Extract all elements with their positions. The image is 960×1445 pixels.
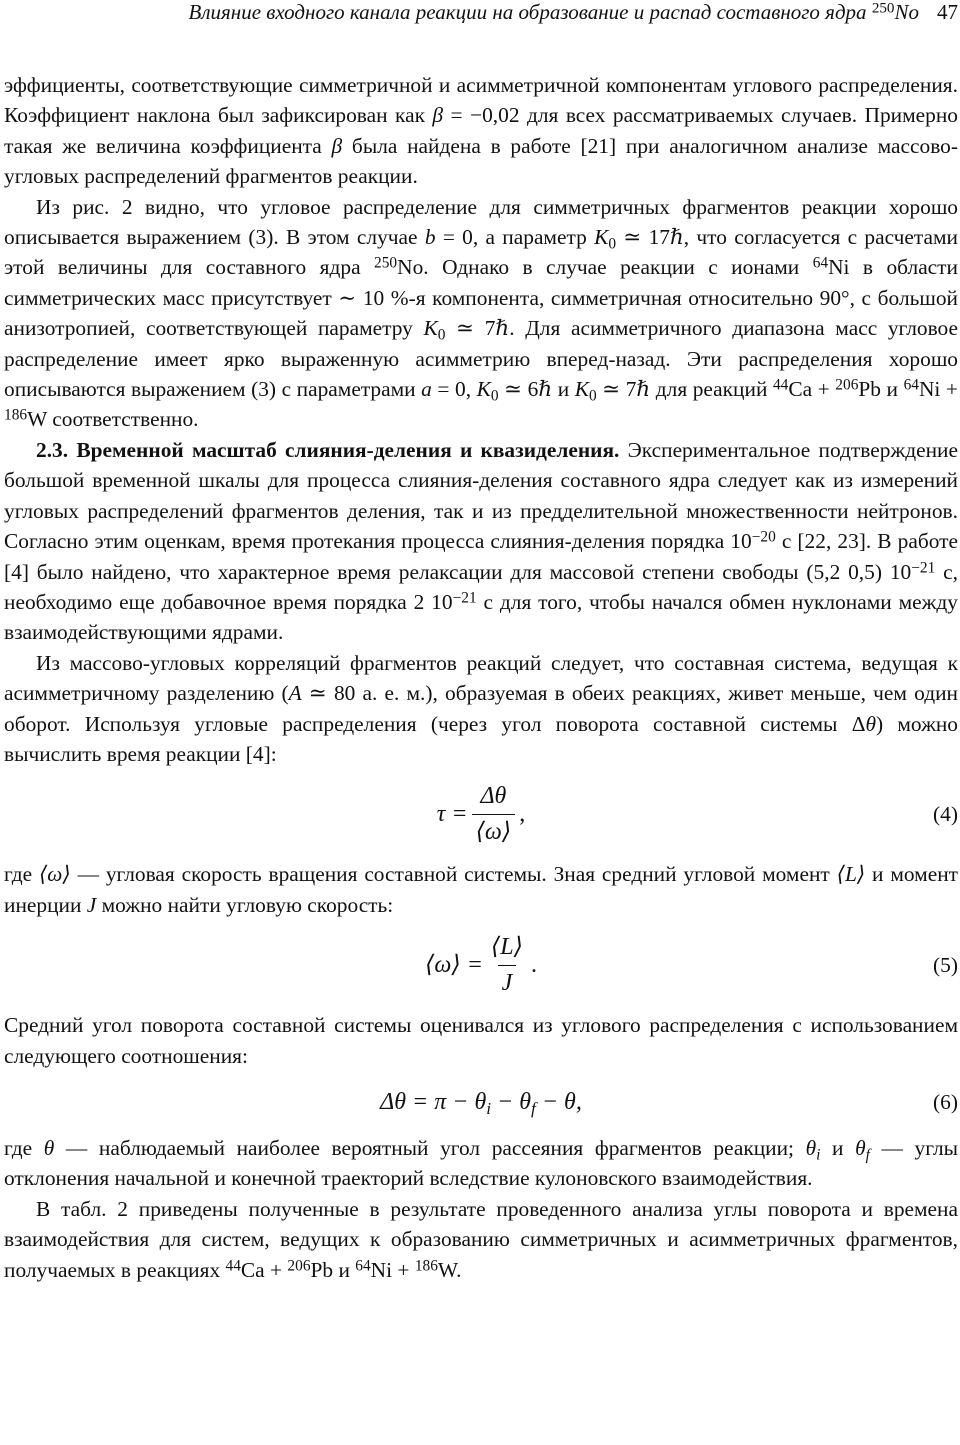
equation-5-label: (5) — [933, 952, 958, 977]
nucleus-mass: 250 — [871, 0, 895, 17]
equation-6: $\Delta\theta = \pi - \theta_i - \theta_f - \theta$, (6) — [380, 1088, 958, 1118]
paragraph-angular-distribution: Из рис. 2 видно, что угловое распределение для симметричных фрагментов реакции хорошо описывается выражением (3). В этом случае b = 0, а параметр $K_0$ ≃ 17ℏ, что согласуется с расчетами этой величины для составного ядра $^{250}$No. Однако в случае реакции с ионами $^{64}$Ni в области симметрических масс присутствует ∼ 10 %-я компонента, симметричная относительно 90°, с большой анизотропией, соответствующей параметру $K_0$ ≃ 7ℏ. Для асимметричного диапазона масс угловое распределение имеет ярко выраженную асимметрию вперед-назад. Эти распределения хорошо описываются выражением (3) с параметрами a = 0, $K_0$ ≃ 6ℏ и $K_0$ ≃ 7ℏ для реакций $^{44}$Ca + $^{206}$Pb и $^{64}$Ni + $^{186}$W соответственно. — [4, 194, 958, 432]
paragraph-angular-velocity: где ⟨ω⟩ — угловая скорость вращения составной системы. Зная средний угловой момент ⟨L⟩ и момент инерции J можно найти угловую скорость: — [4, 862, 959, 917]
paragraph-scattering-angle: где θ — наблюдаемый наиболее вероятный угол рассеяния фрагментов реакции; $\theta_i$ и $\theta_f$ — углы отклонения начальной и конечной траекторий вследствие кулоновского взаимодействия. — [4, 1135, 958, 1191]
page-number: 47 — [937, 0, 958, 24]
equation-6-label: (6) — [933, 1089, 958, 1114]
equation-4: τ = $\frac{\Delta\theta}{⟨\omega⟩}$ , (4) — [4, 769, 958, 859]
running-title: Влияние входного канала реакции на образование и распад составного ядра $^{250}$No — [188, 0, 919, 24]
running-header — [4, 0, 958, 32]
page — [4, 0, 958, 1285]
equation-4-label: (4) — [933, 802, 958, 827]
body-text — [4, 70, 958, 1285]
section-time-scale: 2.3. Временной масштаб слияния-деления и квазиделения. Экспериментальное подтверждение большой временной шкалы для процесса слияния-деления составного ядра следует как из измерений угловых распределений фрагментов деления, так и из предделительной множественности нейтронов. Согласно этим оценкам, время протекания процесса слияния-деления порядка $10^{-20}$ с [22, 23]. В работе [4] было найдено, что характерное время релаксации для массовой степени свободы (5,2 0,5) $10^{-21}$ с, необходимо еще добавочное время порядка 2 $10^{-21}$ с для того, чтобы начался обмен нуклонами между взаимодействующими ядрами. — [4, 437, 958, 645]
paragraph-table-ref: В табл. 2 приведены полученные в результате проведенного анализа углы поворота и времена взаимодействия для систем, ведущих к образованию симметричных и асимметричных фрагментов, получаемых в реакциях $^{44}$Ca + $^{206}$Pb и $^{64}$Ni + $^{186}$W. — [4, 1196, 958, 1282]
paragraph-correlations: Из массово-угловых корреляций фрагментов реакций следует, что составная система, ведущая к асимметричному разделению (A ≃ 80 а. е. м.), образуемая в обеих реакциях, живет меньше, чем один оборот. Используя угловые распределения (через угол поворота составной системы Δθ) можно вычислить время реакции [4]: — [4, 650, 959, 766]
equation-5-fraction: $\frac{⟨L⟩}{J}$ — [487, 932, 527, 998]
equation-5: ⟨ω⟩ = $\frac{⟨L⟩}{J}$ . (5) — [4, 920, 958, 1010]
paragraph-mean-angle: Средний угол поворота составной системы оценивался из углового распределения с использованием следующего соотношения: — [4, 1013, 958, 1068]
section-heading: 2.3. Временной масштаб слияния-деления и квазиделения. — [36, 437, 620, 462]
equation-4-fraction: $\frac{\Delta\theta}{⟨\omega⟩}$ — [472, 781, 516, 847]
paragraph-coefficients: эффициенты, соответствующие симметричной и асимметричной компонентам углового распределения. Коэффициент наклона был зафиксирован как β = −0,02 для всех рассматриваемых случаев. Примерно такая же величина коэффициента β была найдена в работе [21] при аналогичном анализе массово-угловых распределений фрагментов реакции. — [4, 73, 958, 189]
